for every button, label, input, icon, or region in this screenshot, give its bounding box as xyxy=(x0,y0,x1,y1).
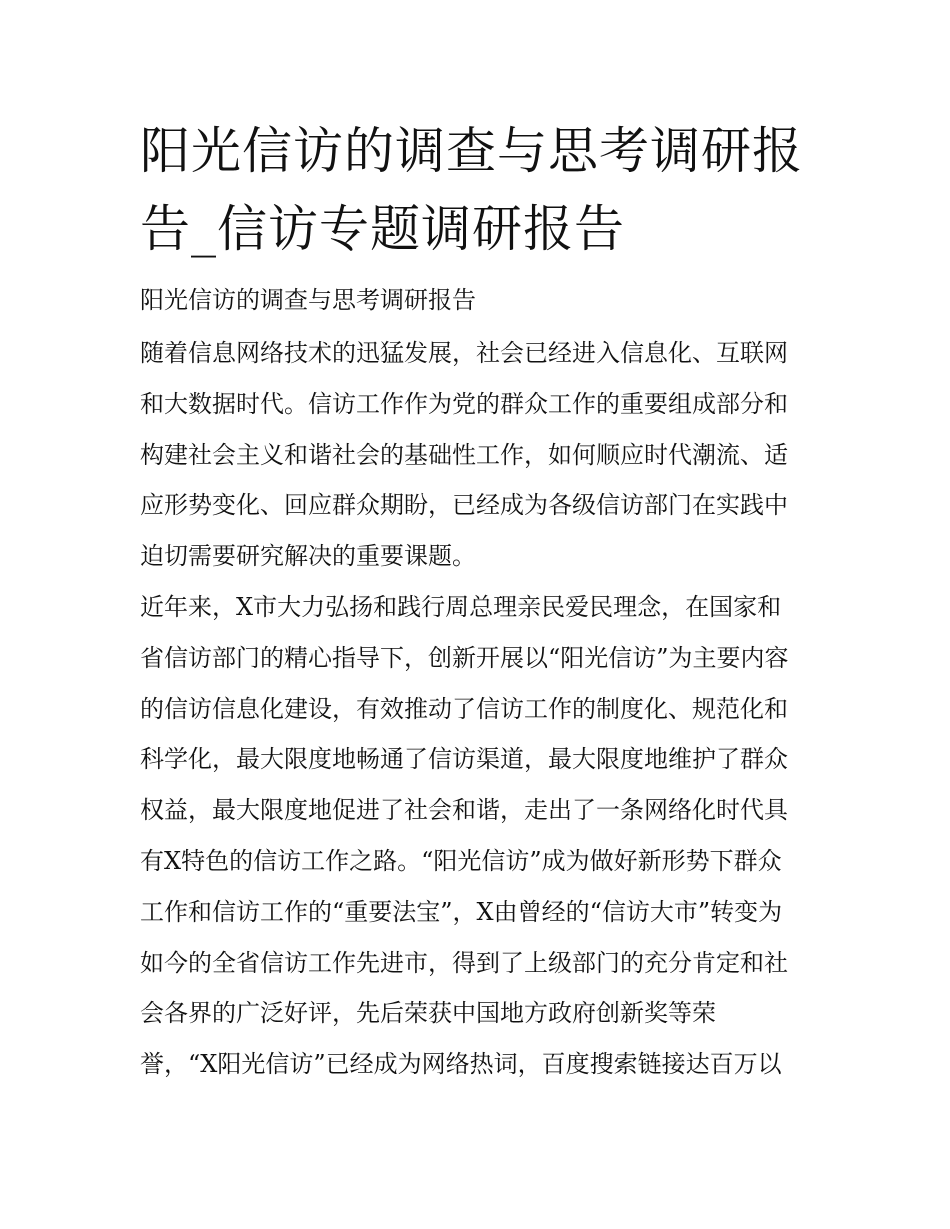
document-subtitle: 阳光信访的调查与思考调研报告 xyxy=(140,286,476,314)
paragraph-line: 和大数据时代。信访工作作为党的群众工作的重要组成部分和 xyxy=(140,389,788,418)
paragraph-line: 随着信息网络技术的迅猛发展，社会已经进入信息化、互联网 xyxy=(140,339,788,367)
paragraph-intro xyxy=(140,328,812,582)
paragraph-line: 的信访信息化建设，有效推动了信访工作的制度化、规范化和 xyxy=(140,694,788,723)
paragraph-line: 应形势变化、回应群众期盼，已经成为各级信访部门在实践中 xyxy=(140,491,788,520)
paragraph-line: 科学化，最大限度地畅通了信访渠道，最大限度地维护了群众 xyxy=(140,745,788,774)
paragraph-recent-years xyxy=(140,582,812,1090)
paragraph-line: 有X特色的信访工作之路。“阳光信访”成为做好新形势下群众 xyxy=(140,846,782,875)
document-title: 阳光信访的调查与思考调研报告_信访专题调研报告 xyxy=(140,122,803,258)
paragraph-line: 构建社会主义和谐社会的基础性工作，如何顺应时代潮流、适 xyxy=(140,440,788,469)
paragraph-line: 如今的全省信访工作先进市，得到了上级部门的充分肯定和社 xyxy=(140,948,788,977)
paragraph-line: 会各界的广泛好评，先后荣获中国地方政府创新奖等荣 xyxy=(140,999,716,1028)
paragraph-line: 迫切需要研究解决的重要课题。 xyxy=(140,542,476,571)
paragraph-line: 近年来，X市大力弘扬和践行周总理亲民爱民理念，在国家和 xyxy=(140,592,782,621)
paragraph-line: 工作和信访工作的“重要法宝”，X由曾经的“信访大市”转变为 xyxy=(140,897,783,926)
paragraph-line: 省信访部门的精心指导下，创新开展以“阳光信访”为主要内容 xyxy=(140,643,789,672)
paragraph-line: 权益，最大限度地促进了社会和谐，走出了一条网络化时代具 xyxy=(140,796,788,825)
paragraph-line: 誉，“X阳光信访”已经成为网络热词，百度搜索链接达百万以 xyxy=(140,1050,782,1079)
document-body xyxy=(140,328,812,1090)
